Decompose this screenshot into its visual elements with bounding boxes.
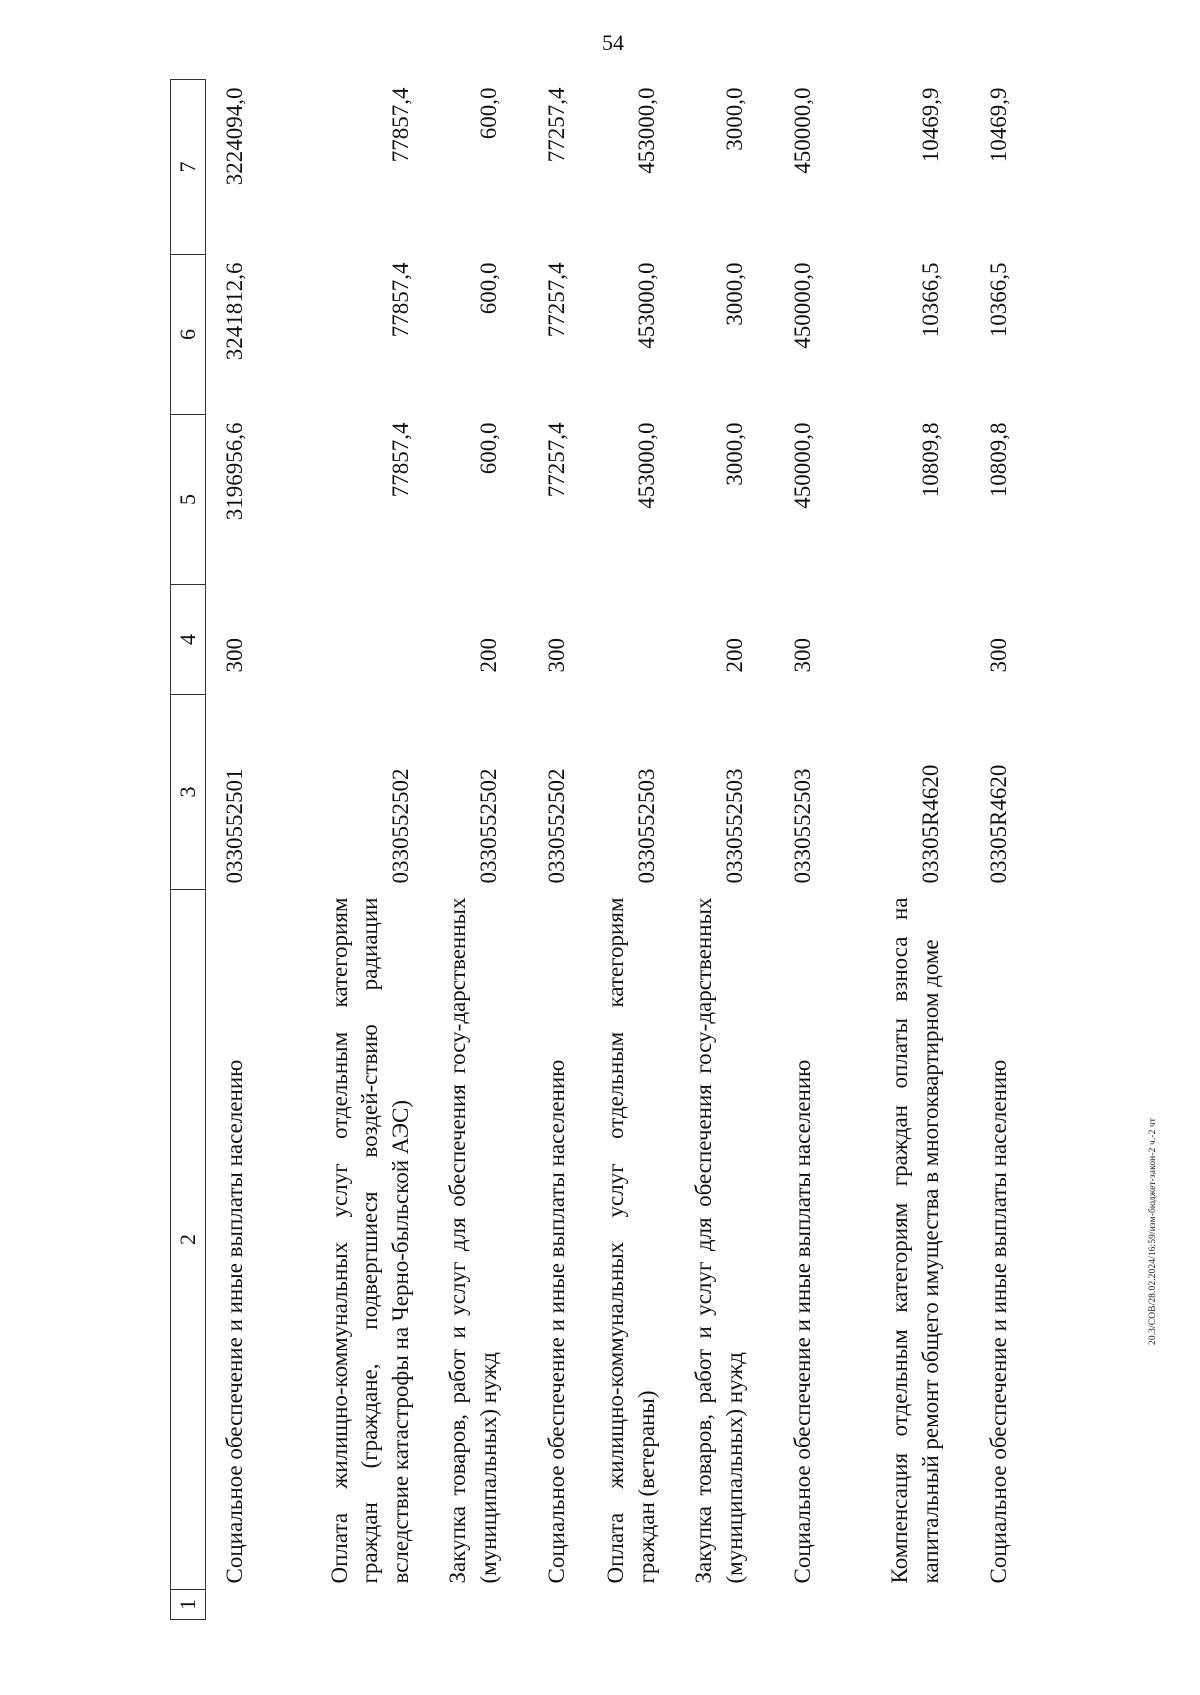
table-row: [666, 80, 754, 1620]
row-index-cell: [254, 1590, 420, 1620]
row-name: Социальное обеспечение и иные выплаты населению: [221, 1059, 247, 1584]
budget-table: [170, 79, 1018, 1620]
row-index-cell: [420, 1590, 508, 1620]
row-type: 300: [221, 638, 247, 673]
budget-table-container: [170, 80, 1200, 1620]
row-value-7: 10469,9: [917, 87, 943, 163]
row-code: 0330552502: [475, 768, 501, 884]
row-name: Оплата жилищно-коммунальных услуг отдельным категориям граждан (граждане, подвергшиеся воздей-ствию радиации вследствие катастрофы на Черно-быльской АЭС): [326, 897, 413, 1584]
header-col-4: 4: [171, 585, 206, 695]
row-type: 200: [721, 638, 747, 673]
row-value-6: 453000,0: [633, 262, 659, 349]
row-index-cell: [206, 1590, 255, 1620]
row-type: 300: [985, 638, 1011, 673]
row-index-cell: [508, 1590, 576, 1620]
row-type: 300: [543, 638, 569, 673]
row-name: Социальное обеспечение и иные выплаты населению: [789, 1059, 815, 1584]
row-code: 03305R4620: [917, 764, 943, 884]
row-code: 0330552503: [721, 768, 747, 884]
row-value-5: 450000,0: [789, 422, 815, 509]
header-col-1: 1: [171, 1590, 206, 1620]
table-row: [754, 80, 822, 1620]
row-name: Закупка товаров, работ и услуг для обеспечения госу-дарственных (муниципальных) нужд: [691, 897, 747, 1584]
row-code: 0330552502: [387, 768, 413, 884]
row-value-5: 10809,8: [985, 422, 1011, 498]
row-type: [254, 585, 420, 695]
table-row: [508, 80, 576, 1620]
row-code: 0330552503: [633, 768, 659, 884]
row-index-cell: [754, 1590, 822, 1620]
row-name: Социальное обеспечение и иные выплаты населению: [985, 1059, 1011, 1584]
table-row: [950, 80, 1018, 1620]
header-col-3: 3: [171, 695, 206, 890]
row-index-cell: [666, 1590, 754, 1620]
page-number: 54: [602, 30, 624, 55]
row-value-7: 10469,9: [985, 87, 1011, 163]
row-value-5: 453000,0: [633, 422, 659, 509]
row-index-cell: [576, 1590, 666, 1620]
header-row: [171, 80, 206, 1620]
row-value-7: 450000,0: [789, 87, 815, 174]
row-name: Социальное обеспечение и иные выплаты населению: [543, 1059, 569, 1584]
table-row: [206, 80, 255, 1620]
row-value-5: 77857,4: [387, 422, 413, 498]
row-value-7: 77257,4: [543, 87, 569, 163]
row-value-6: 450000,0: [789, 262, 815, 349]
row-value-5: 3000,0: [721, 422, 747, 486]
row-value-6: 10366,5: [917, 262, 943, 338]
row-value-6: 77257,4: [543, 262, 569, 338]
row-code: 0330552503: [789, 768, 815, 884]
table-row: [822, 80, 950, 1620]
row-type: [822, 585, 950, 695]
row-value-6: 77857,4: [387, 262, 413, 338]
document-stamp: 20.3/СОВ/28.02.2024/16:59/изм-бюджет-закон-2 ч.-2 чт: [1148, 1117, 1158, 1345]
row-value-5: 77257,4: [543, 422, 569, 498]
row-value-7: 453000,0: [633, 87, 659, 174]
row-code: 03305R4620: [985, 764, 1011, 884]
row-value-6: 600,0: [475, 262, 501, 315]
row-type: 300: [789, 638, 815, 673]
row-code: 0330552502: [543, 768, 569, 884]
row-index-cell: [822, 1590, 950, 1620]
row-value-7: 3224094,0: [221, 87, 247, 186]
header-col-7: 7: [171, 80, 206, 255]
row-type: 200: [475, 638, 501, 673]
row-name: Компенсация отдельным категориям граждан оплаты взноса на капитальный ремонт общего имущества в многоквартирном доме: [887, 897, 943, 1584]
header-col-5: 5: [171, 415, 206, 585]
header-col-6: 6: [171, 255, 206, 415]
row-index-cell: [950, 1590, 1018, 1620]
row-name: Оплата жилищно-коммунальных услуг отдельным категориям граждан (ветераны): [603, 897, 659, 1584]
row-value-7: 3000,0: [721, 87, 747, 151]
row-value-7: 77857,4: [387, 87, 413, 163]
row-code: 0330552501: [221, 768, 247, 884]
row-value-6: 10366,5: [985, 262, 1011, 338]
row-type: [576, 585, 666, 695]
row-value-6: 3000,0: [721, 262, 747, 326]
row-name: Закупка товаров, работ и услуг для обеспечения госу-дарственных (муниципальных) нужд: [445, 897, 501, 1584]
row-value-5: 3196956,6: [221, 422, 247, 521]
row-value-7: 600,0: [475, 87, 501, 140]
row-value-5: 10809,8: [917, 422, 943, 498]
table-row: [420, 80, 508, 1620]
table-row: [576, 80, 666, 1620]
table-row: [254, 80, 420, 1620]
row-value-6: 3241812,6: [221, 262, 247, 361]
header-col-2: 2: [171, 890, 206, 1590]
row-value-5: 600,0: [475, 422, 501, 475]
